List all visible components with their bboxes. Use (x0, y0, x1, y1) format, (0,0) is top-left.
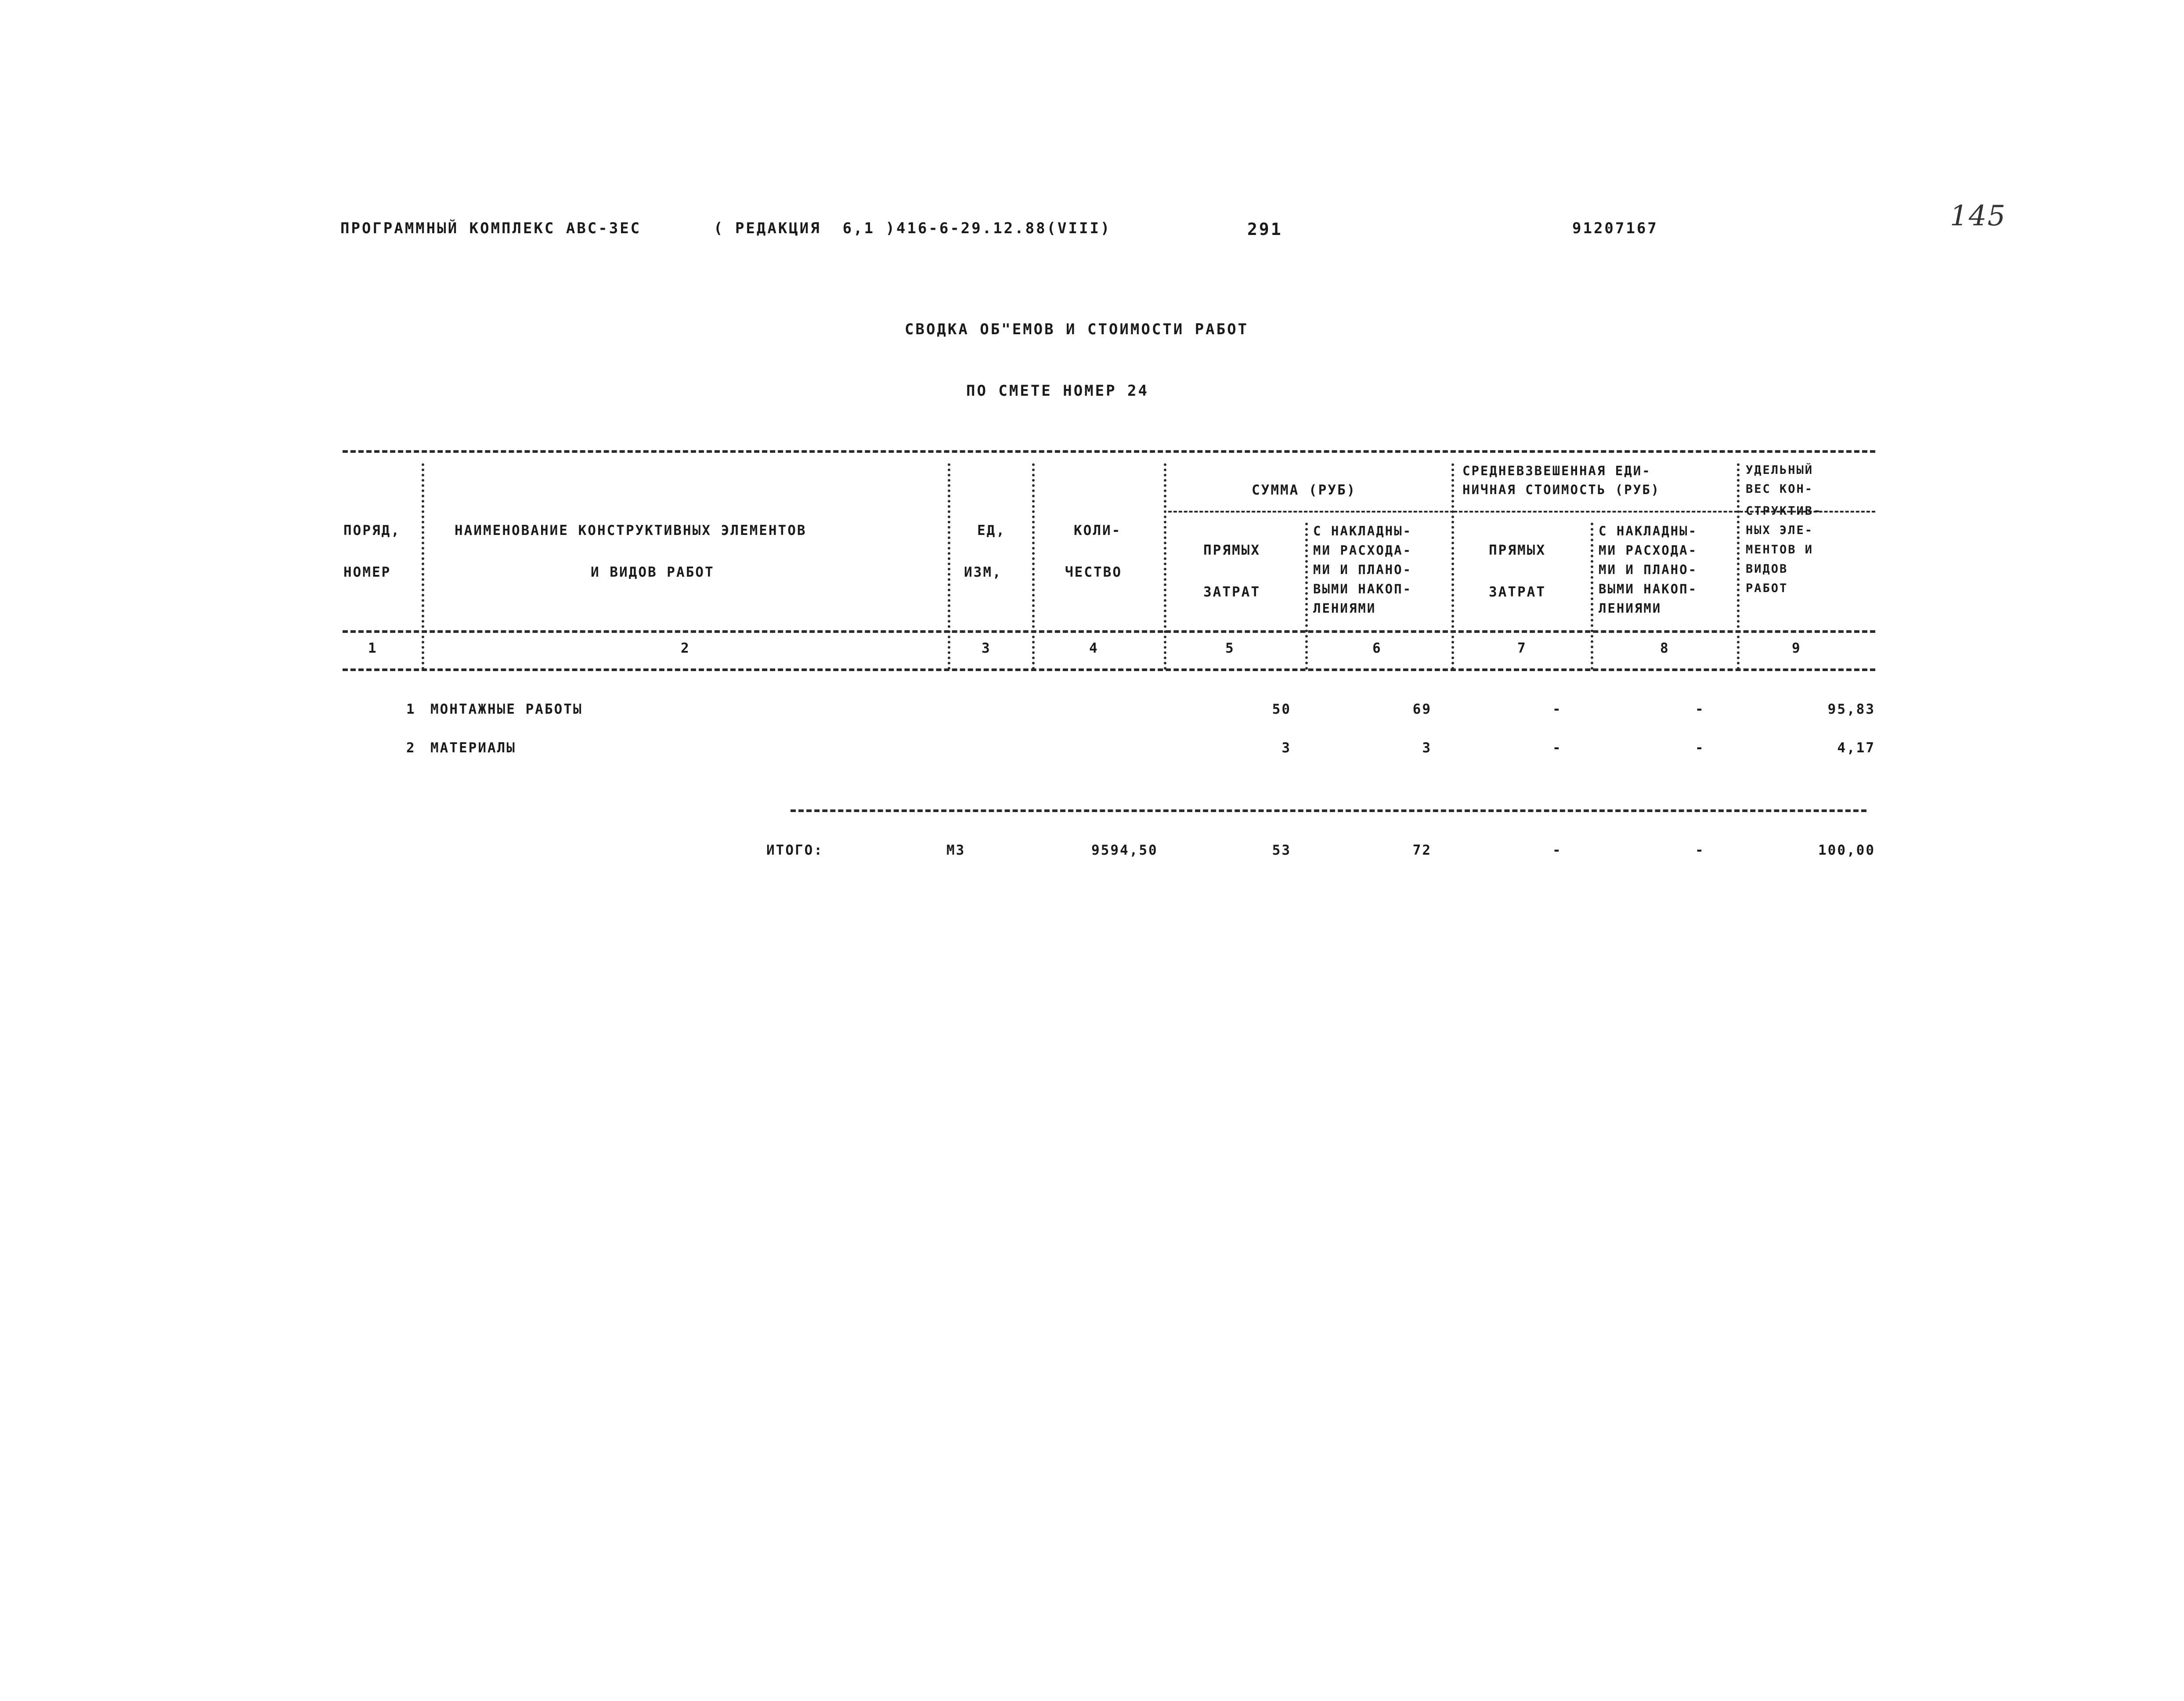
row1-direct-cost: 50 (1272, 701, 1291, 717)
colnum-2: 2 (681, 640, 690, 656)
header-c8-line4: ВЫМИ НАКОП- (1599, 581, 1698, 596)
row1-name: МОНТАЖНЫЕ РАБОТЫ (430, 701, 583, 717)
sheet-number: 291 (1247, 220, 1283, 239)
header-c8-line3: МИ И ПЛАНО- (1599, 562, 1698, 577)
col-sep-8 (1737, 463, 1740, 670)
col-sep-7 (1591, 523, 1593, 670)
header-c8-line5: ЛЕНИЯМИ (1599, 601, 1662, 616)
program-name: ПРОГРАММНЫЙ КОМПЛЕКС АВС-ЗЕС (340, 220, 642, 237)
header-avg-group-line1: СРЕДНЕВЗВЕШЕННАЯ ЕДИ- (1462, 463, 1651, 478)
header-c5-line2: ЗАТРАТ (1203, 584, 1260, 600)
header-c9-line5: МЕНТОВ И (1746, 543, 1814, 556)
header-c9-line2: ВЕС КОН- (1746, 482, 1814, 496)
header-order-line2: НОМЕР (343, 564, 391, 580)
header-name-line2: И ВИДОВ РАБОТ (591, 564, 715, 580)
row2-name: МАТЕРИАЛЫ (430, 740, 516, 756)
row2-share: 4,17 (1837, 740, 1875, 756)
header-bottom-rule (343, 630, 1875, 633)
colnum-7: 7 (1517, 640, 1527, 656)
header-avg-group-line2: НИЧНАЯ СТОИМОСТЬ (РУБ) (1462, 482, 1661, 497)
header-c9-line7: РАБОТ (1746, 581, 1788, 595)
total-label: ИТОГО: (766, 842, 823, 858)
header-c8-line1: С НАКЛАДНЫ- (1599, 524, 1698, 538)
row2-avg-direct: - (1552, 740, 1562, 756)
header-c6-line5: ЛЕНИЯМИ (1313, 601, 1376, 616)
colnum-bottom-rule (343, 668, 1875, 671)
header-c6-line4: ВЫМИ НАКОП- (1313, 581, 1412, 596)
header-c9-line3: СТРУКТИВ- (1746, 504, 1822, 518)
header-c8-line2: МИ РАСХОДА- (1599, 543, 1698, 558)
header-order-line1: ПОРЯД, (343, 523, 401, 538)
col-sep-5 (1305, 523, 1308, 670)
row1-total-cost: 69 (1412, 701, 1432, 717)
header-c7-line1: ПРЯМЫХ (1489, 542, 1546, 558)
total-full-cost: 72 (1412, 842, 1432, 858)
colnum-9: 9 (1792, 640, 1801, 656)
total-quantity: 9594,50 (1091, 842, 1158, 858)
total-direct-cost: 53 (1272, 842, 1291, 858)
total-share: 100,00 (1818, 842, 1875, 858)
total-avg-total: - (1695, 842, 1705, 858)
col-sep-3 (1032, 463, 1035, 670)
total-unit: М3 (946, 842, 966, 858)
report-title: СВОДКА ОБ"ЕМОВ И СТОИМОСТИ РАБОТ (905, 321, 1249, 338)
handwritten-page-number: 145 (1950, 200, 2007, 232)
edition-info: ( РЕДАКЦИЯ 6,1 )416-6-29.12.88(VIII) (714, 220, 1112, 237)
report-subtitle: ПО СМЕТЕ НОМЕР 24 (966, 382, 1149, 400)
colnum-1: 1 (368, 640, 378, 656)
sum-group-rule (1168, 511, 1454, 513)
header-c6-line1: С НАКЛАДНЫ- (1313, 524, 1412, 538)
header-sum-group: СУММА (РУБ) (1252, 482, 1357, 498)
header-c6-line3: МИ И ПЛАНО- (1313, 562, 1412, 577)
header-c9-line1: УДЕЛЬНЫЙ (1746, 463, 1814, 477)
header-unit-line1: ЕД, (977, 523, 1006, 538)
row1-avg-total: - (1695, 701, 1705, 717)
row1-avg-direct: - (1552, 701, 1562, 717)
colnum-5: 5 (1225, 640, 1235, 656)
row2-avg-total: - (1695, 740, 1705, 756)
row2-number: 2 (406, 740, 416, 756)
header-qty-line2: ЧЕСТВО (1065, 564, 1122, 580)
header-qty-line1: КОЛИ- (1074, 523, 1122, 538)
col-sep-4 (1164, 463, 1166, 670)
row2-total-cost: 3 (1422, 740, 1432, 756)
row1-number: 1 (406, 701, 416, 717)
col-sep-1 (422, 463, 424, 670)
header-c5-line1: ПРЯМЫХ (1203, 542, 1260, 558)
colnum-8: 8 (1660, 640, 1670, 656)
total-avg-direct: - (1552, 842, 1562, 858)
col-sep-2 (948, 463, 950, 670)
table-top-rule (343, 450, 1875, 453)
colnum-3: 3 (982, 640, 991, 656)
header-c7-line2: ЗАТРАТ (1489, 584, 1546, 600)
colnum-6: 6 (1372, 640, 1382, 656)
document-code: 91207167 (1572, 220, 1658, 237)
header-c9-line6: ВИДОВ (1746, 562, 1788, 576)
header-name-line1: НАИМЕНОВАНИЕ КОНСТРУКТИВНЫХ ЭЛЕМЕНТОВ (455, 523, 807, 538)
row1-share: 95,83 (1827, 701, 1875, 717)
header-unit-line2: ИЗМ, (964, 564, 1002, 580)
row2-direct-cost: 3 (1282, 740, 1291, 756)
header-c9-line4: НЫХ ЭЛЕ- (1746, 524, 1814, 537)
total-rule (791, 809, 1866, 812)
col-sep-6 (1451, 463, 1454, 670)
colnum-4: 4 (1089, 640, 1099, 656)
header-c6-line2: МИ РАСХОДА- (1313, 543, 1412, 558)
